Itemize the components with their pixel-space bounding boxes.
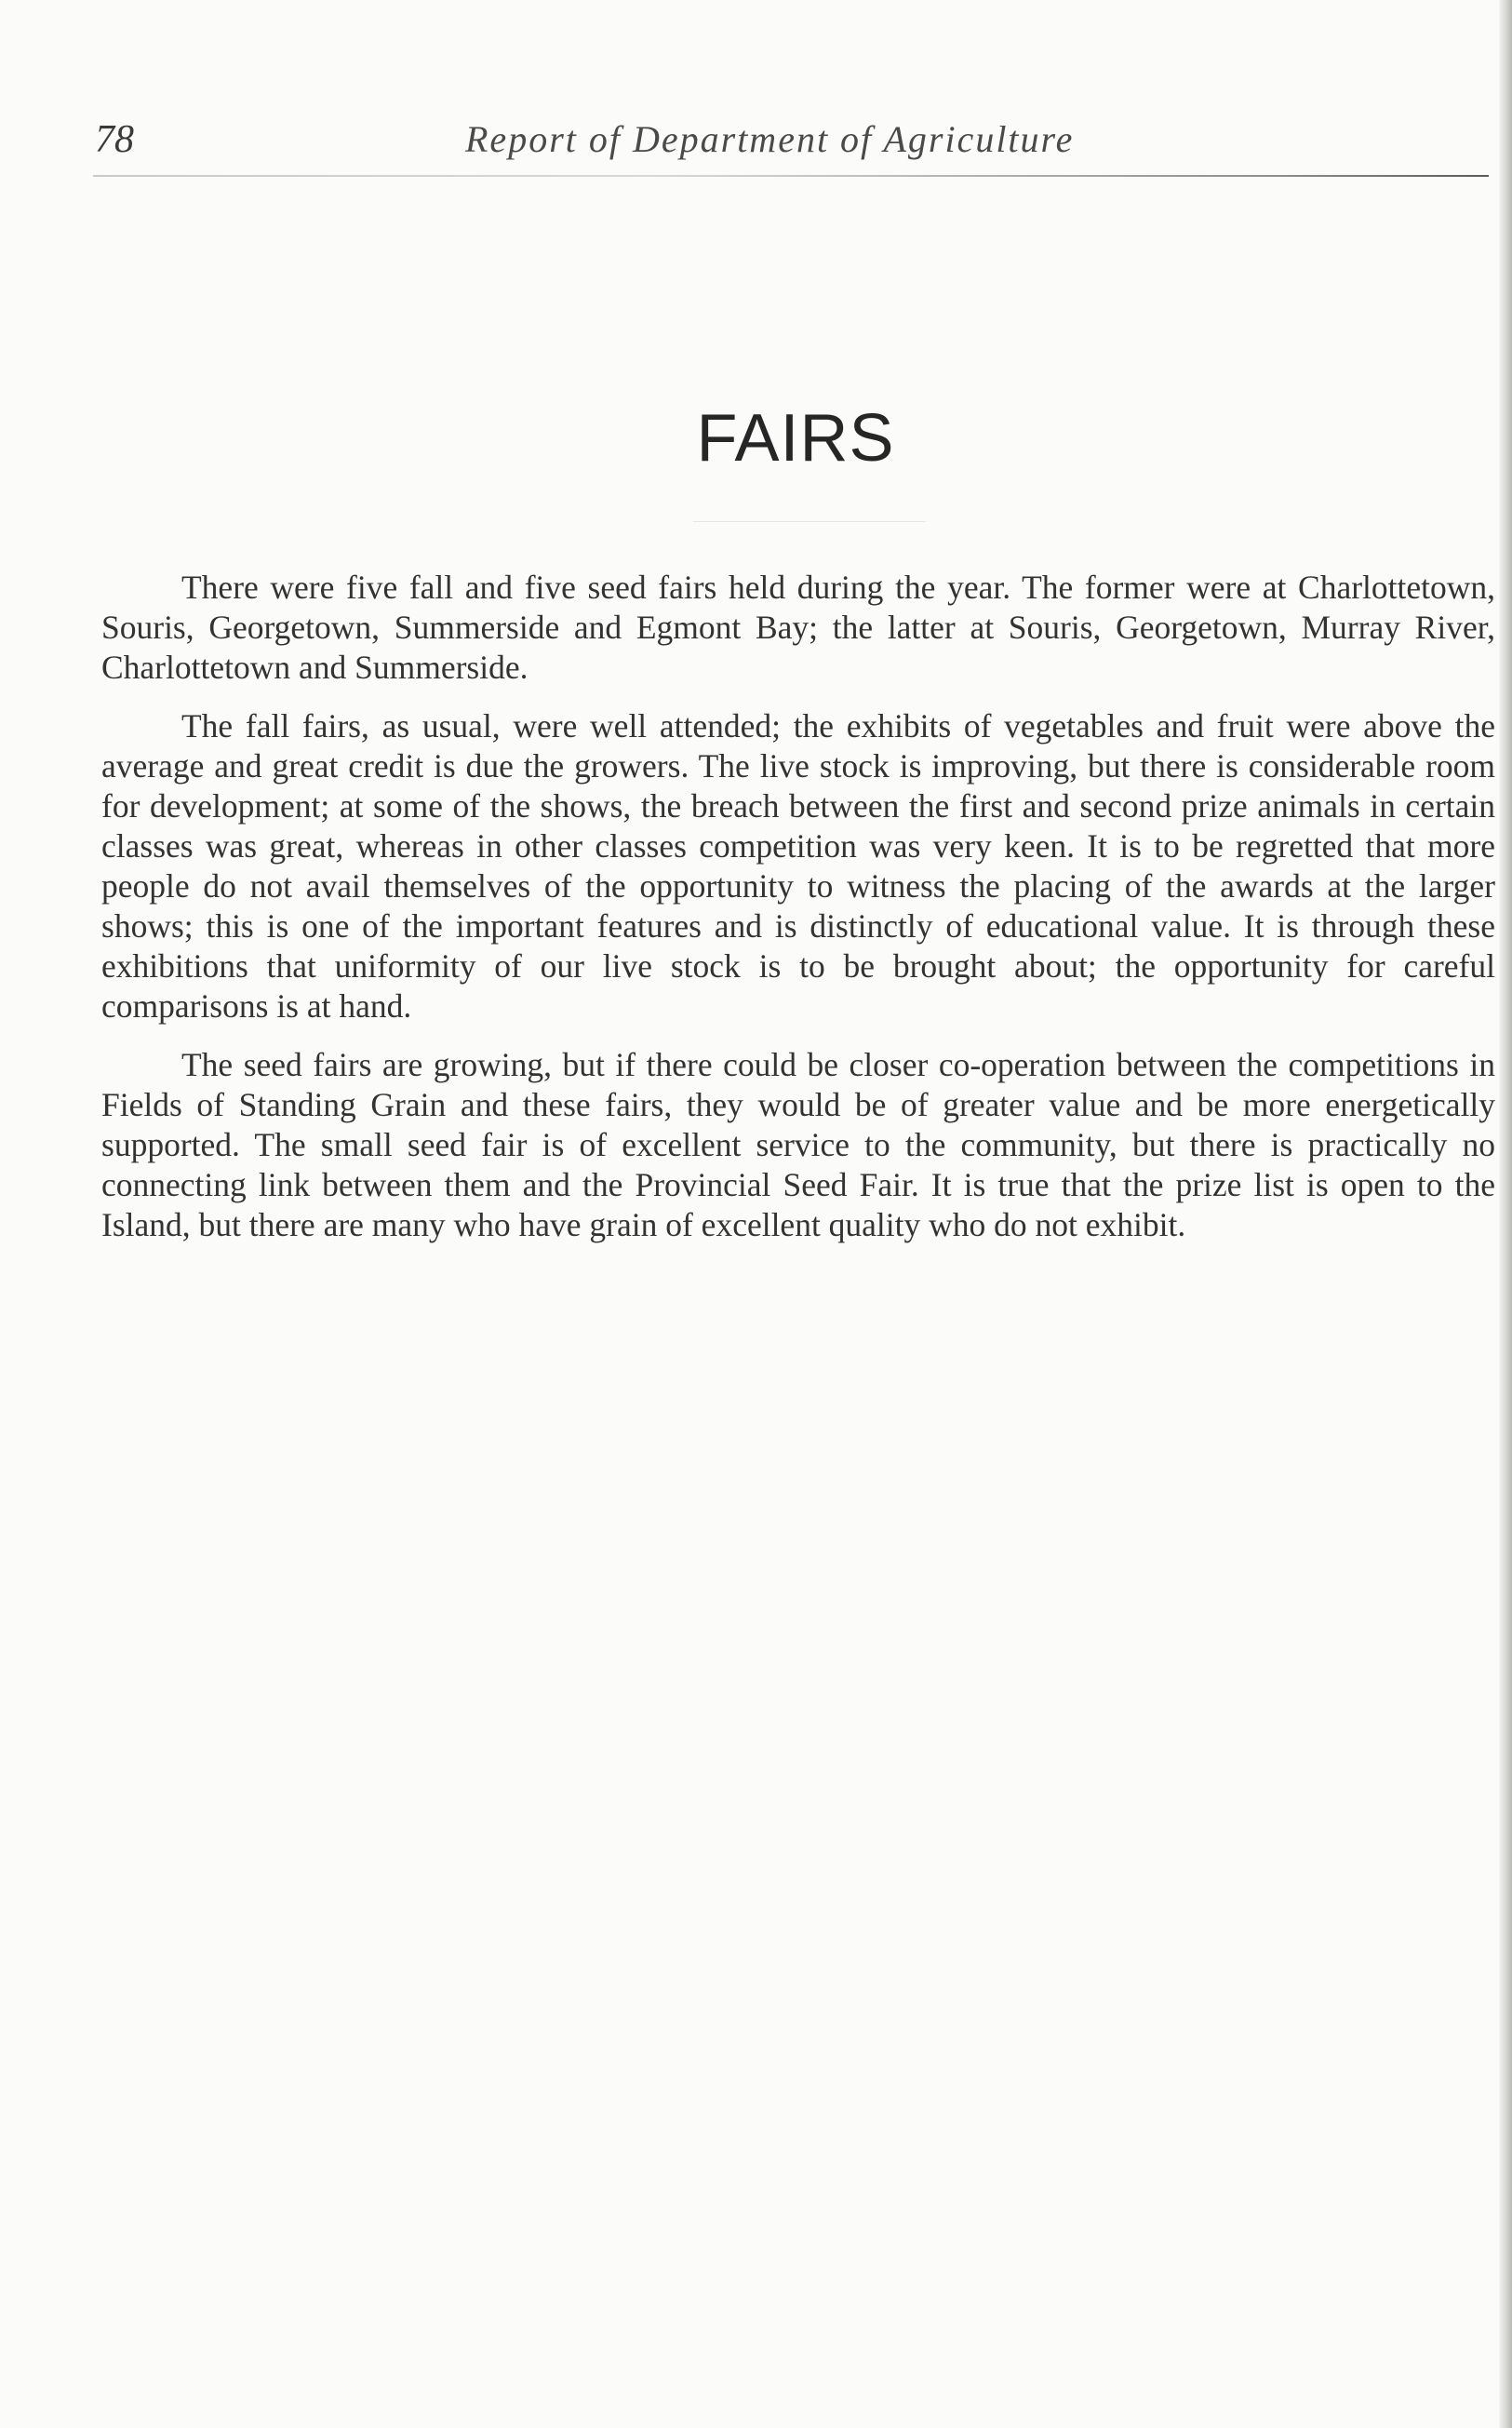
paragraph-fall-fairs: The fall fairs, as usual, were well attended; the exhibits of vegetables and fruit were above the average and great credit is due the growers. The live stock is improving, but there is considerable room for development; at some of the shows, the breach between the first and second prize animals in certain classes was great, whereas in other classes competition was very keen. It is to be regretted that more people do not avail themselves of the opportunity to witness the placing of the awards at the larger shows; this is one of the important features and is distinctly of educational value. It is through these exhibitions that uniformity of our live stock is to be brought about; the opportunity for careful comparisons is at hand. xyxy=(101,707,1495,1025)
body-text xyxy=(101,568,1495,1264)
page-number: 78 xyxy=(95,118,134,161)
running-title: Report of Department of Agriculture xyxy=(465,118,1075,160)
title-rule xyxy=(693,521,926,522)
page-edge-shadow xyxy=(1499,0,1512,2428)
paragraph-seed-fairs: The seed fairs are growing, but if there could be closer co-operation between the competitions in Fields of Standing Grain and these fairs, they would be of greater value and be more energetically supported. The small seed fair is of excellent service to the community, but there is practically no connecting link between them and the Provincial Seed Fair. It is true that the prize list is open to the Island, but there are many who have grain of excellent quality who do not exhibit. xyxy=(101,1046,1495,1243)
section-title: FAIRS xyxy=(696,401,895,476)
running-header xyxy=(93,110,1489,175)
header-rule xyxy=(93,175,1489,177)
paragraph-fairs-held: There were five fall and five seed fairs held during the year. The former were at Charlottetown, Souris, Georgetown, Summerside and Egmont Bay; the latter at Souris, Georgetown, Murray River, Charlottetown and Summerside. xyxy=(101,569,1495,686)
